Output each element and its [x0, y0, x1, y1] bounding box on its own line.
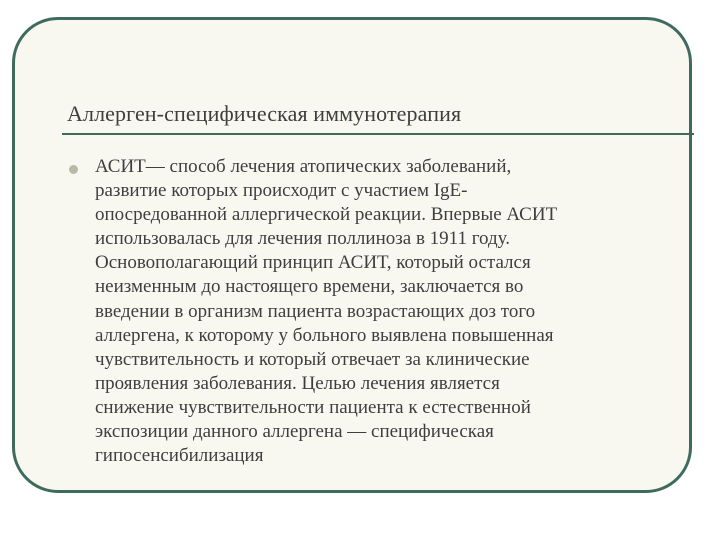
text-line: АСИТ— способ лечения атопических заболеваний,: [95, 156, 512, 177]
bullet-text: [95, 155, 655, 468]
slide-title: Аллерген-специфическая иммунотерапия: [67, 101, 462, 126]
text-line: аллергена, к которому у больного выявлена повышенная: [95, 324, 554, 346]
text-line: введении в организм пациента возрастающих доз того: [95, 300, 536, 322]
text-line: развитие которых происходит с участием IgE-: [95, 180, 468, 202]
text-line: снижение чувствительности пациента к естественной: [95, 396, 531, 418]
text-line: проявления заболевания. Целью лечения является: [95, 372, 500, 394]
text-line: опосредованной аллергической реакции. Впервые АСИТ: [95, 204, 558, 226]
text-line: экспозиции данного аллергена — специфическая: [95, 421, 494, 443]
text-line: неизменным до настоящего времени, заключается во: [95, 276, 524, 298]
title-underline: [62, 133, 694, 135]
text-line: чувствительность и который отвечает за клинические: [95, 348, 530, 370]
text-line: использовалась для лечения поллиноза в 1911 году.: [95, 228, 510, 250]
bullet-dot-icon: [69, 165, 78, 174]
text-line: гипосенсибилизация: [95, 445, 264, 467]
text-line: Основополагающий принцип АСИТ, который остался: [95, 252, 531, 274]
